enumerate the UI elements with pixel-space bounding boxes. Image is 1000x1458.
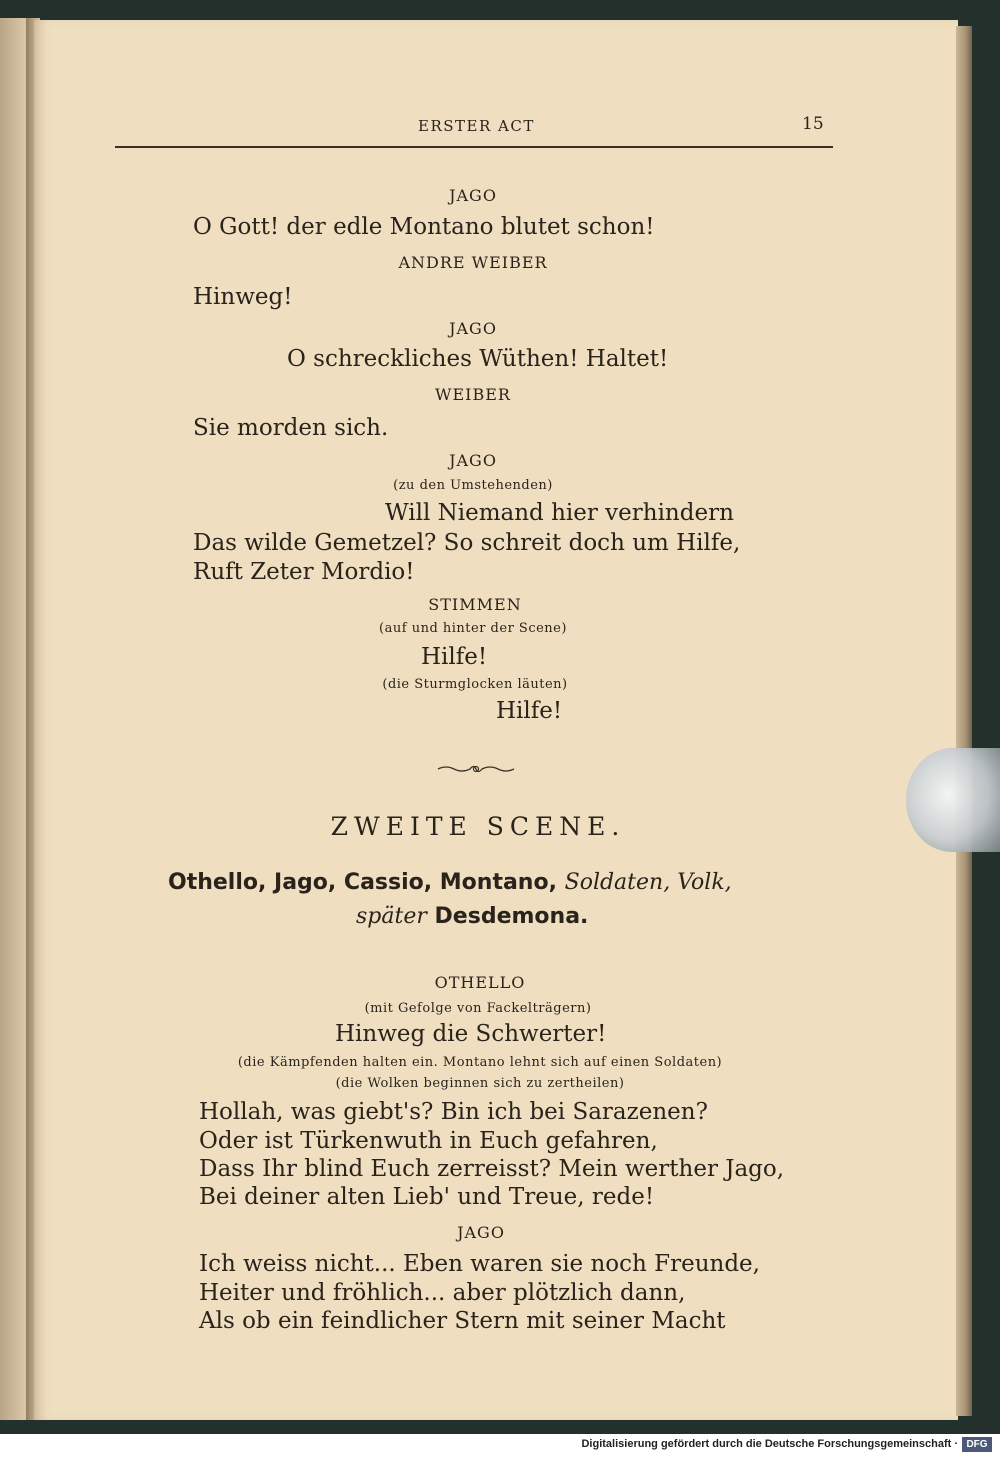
- verse-line: Hinweg!: [193, 284, 293, 310]
- stage-direction: (zu den Umstehenden): [393, 478, 553, 493]
- page-number: 15: [802, 114, 824, 134]
- speaker-jago: JAGO: [449, 186, 497, 205]
- cast-later: später: [356, 904, 427, 929]
- speaker-stimmen: STIMMEN: [428, 595, 522, 614]
- cast-extras: Soldaten, Volk,: [564, 870, 732, 895]
- speaker-jago: JAGO: [449, 451, 497, 470]
- verse-line: Will Niemand hier verhindern: [385, 500, 734, 526]
- verse-line: Hollah, was giebt's? Bin ich bei Sarazenen?: [199, 1099, 708, 1125]
- ornament-divider: [436, 760, 516, 776]
- verse-line: Oder ist Türkenwuth in Euch gefahren,: [199, 1128, 658, 1154]
- verse-line: Als ob ein feindlicher Stern mit seiner Macht: [199, 1308, 726, 1334]
- page-clip: [906, 748, 1000, 852]
- stage-direction: (mit Gefolge von Fackelträgern): [364, 1001, 592, 1016]
- running-title: ERSTER ACT: [418, 117, 535, 135]
- stage-direction: (auf und hinter der Scene): [379, 621, 567, 636]
- stage-direction: (die Wolken beginnen sich zu zertheilen): [335, 1076, 625, 1091]
- speaker-jago: JAGO: [457, 1223, 505, 1242]
- verse-line: Dass Ihr blind Euch zerreisst? Mein werther Jago,: [199, 1156, 785, 1182]
- cast-list-line1: [168, 870, 732, 895]
- verse-line: Hilfe!: [421, 644, 488, 670]
- verse-line: Heiter und fröhlich... aber plötzlich dann,: [199, 1280, 686, 1306]
- stage-direction: (die Sturmglocken läuten): [382, 677, 568, 692]
- dfg-logo: DFG: [962, 1437, 992, 1452]
- verse-line: Hilfe!: [496, 698, 563, 724]
- speaker-andre-weiber: ANDRE WEIBER: [398, 253, 548, 272]
- verse-line: Bei deiner alten Lieb' und Treue, rede!: [199, 1184, 655, 1210]
- speaker-jago: JAGO: [449, 319, 497, 338]
- cast-desdemona: Desdemona.: [434, 904, 589, 929]
- speaker-othello: OTHELLO: [434, 973, 526, 992]
- verse-line: O Gott! der edle Montano blutet schon!: [193, 214, 655, 240]
- header-rule: [115, 146, 833, 148]
- cast-names: Othello, Jago, Cassio, Montano,: [168, 870, 557, 895]
- verse-line: Ruft Zeter Mordio!: [193, 559, 415, 585]
- verse-line: Sie morden sich.: [193, 415, 389, 441]
- page-block-edge: [956, 26, 972, 1416]
- speaker-weiber: WEIBER: [435, 385, 511, 404]
- digitization-credit: Digitalisierung gefördert durch die Deutsche Forschungsgemeinschaft ·: [581, 1438, 958, 1450]
- verse-line: O schreckliches Wüthen! Haltet!: [287, 346, 669, 372]
- stage-direction: (die Kämpfenden halten ein. Montano lehnt sich auf einen Soldaten): [237, 1055, 723, 1070]
- verse-line: Ich weiss nicht... Eben waren sie noch Freunde,: [199, 1251, 760, 1277]
- verse-line: Hinweg die Schwerter!: [335, 1021, 607, 1047]
- verse-line: Das wilde Gemetzel? So schreit doch um Hilfe,: [193, 530, 741, 556]
- scene-heading: ZWEITE SCENE.: [330, 812, 626, 841]
- cast-list-line2: [356, 904, 588, 929]
